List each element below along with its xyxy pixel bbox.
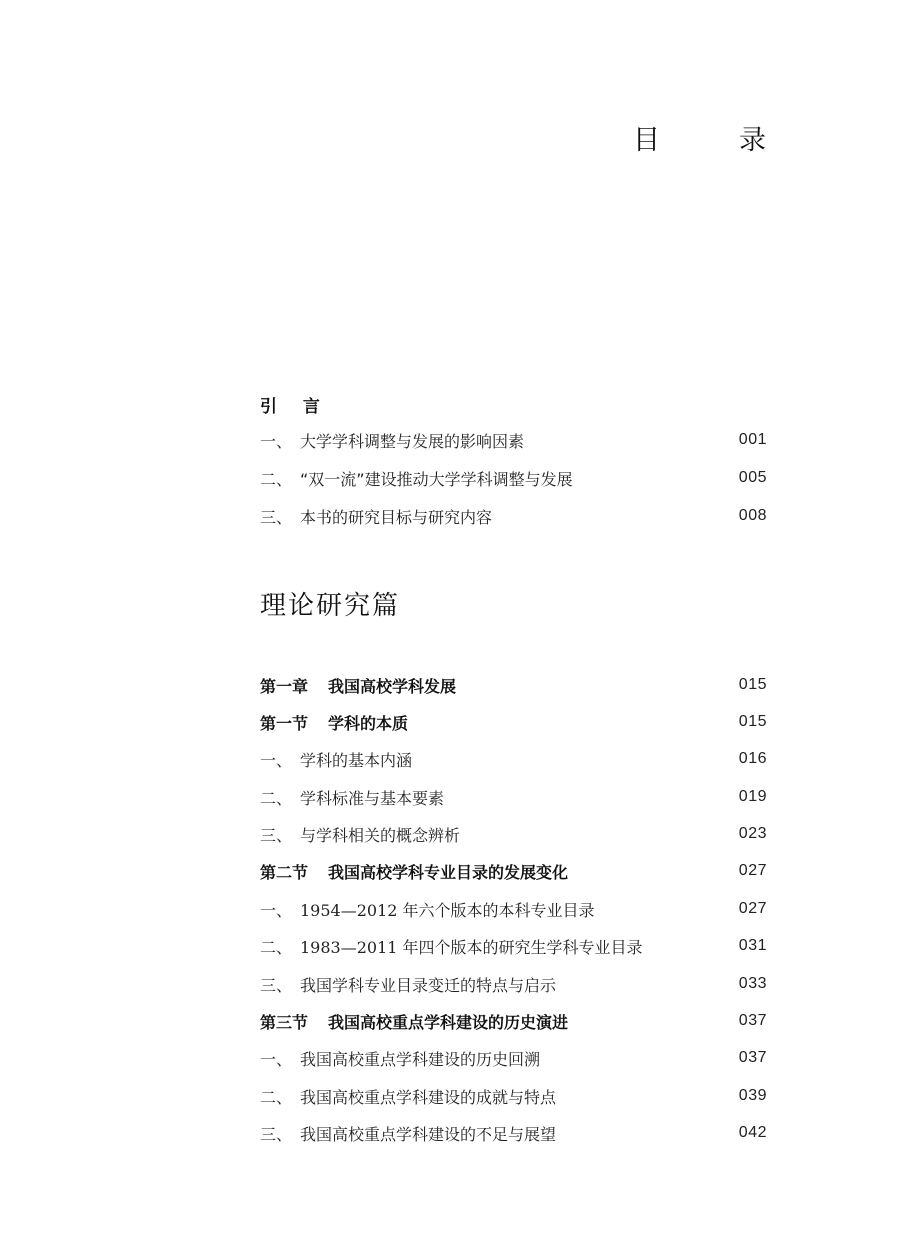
entry-prefix: 一、	[260, 900, 293, 920]
page-number: 039	[738, 1087, 767, 1104]
toc-chapter-entry[interactable]	[260, 673, 767, 697]
toc-entry[interactable]	[260, 897, 767, 921]
intro-heading: 引 言	[260, 397, 330, 417]
page-number: 031	[738, 937, 767, 954]
page-number: 027	[738, 862, 767, 879]
entry-prefix: 二、	[260, 469, 293, 489]
entry-title: 学科的基本内涵	[300, 750, 413, 770]
entry-title: 本书的研究目标与研究内容	[300, 507, 493, 527]
page-number: 015	[738, 713, 767, 730]
page-number: 008	[738, 507, 767, 524]
entry-prefix: 二、	[260, 788, 293, 808]
toc-entry[interactable]	[260, 785, 767, 809]
entry-title: “双一流”建设推动大学学科调整与发展	[300, 469, 573, 489]
page-number: 037	[738, 1049, 767, 1066]
page-number: 001	[738, 431, 767, 448]
toc-entry[interactable]	[260, 1046, 767, 1070]
page-number: 016	[738, 750, 767, 767]
page-title: 目 录	[633, 125, 792, 156]
section-title: 我国高校重点学科建设的历史演进	[328, 1012, 569, 1032]
entry-title: 学科标准与基本要素	[300, 788, 445, 808]
entry-prefix: 三、	[260, 825, 293, 845]
toc-entry[interactable]	[260, 822, 767, 846]
section-prefix: 第一节	[260, 713, 309, 733]
page-number: 027	[738, 900, 767, 917]
toc-entry[interactable]	[260, 428, 767, 452]
entry-prefix: 一、	[260, 1049, 293, 1069]
toc-section-entry[interactable]	[260, 710, 767, 734]
part-heading: 理论研究篇	[260, 591, 401, 621]
toc-entry[interactable]	[260, 466, 767, 490]
page-number: 023	[738, 825, 767, 842]
page-number: 005	[738, 469, 767, 486]
entry-title: 我国高校重点学科建设的成就与特点	[300, 1087, 557, 1107]
entry-title: 1954—2012 年六个版本的本科专业目录	[300, 900, 595, 920]
entry-prefix: 三、	[260, 975, 293, 995]
toc-entry[interactable]	[260, 1121, 767, 1145]
entry-title: 我国学科专业目录变迁的特点与启示	[300, 975, 557, 995]
entry-title: 我国高校重点学科建设的不足与展望	[300, 1124, 557, 1144]
entry-title: 与学科相关的概念辨析	[300, 825, 461, 845]
entry-prefix: 二、	[260, 937, 293, 957]
entry-prefix: 一、	[260, 750, 293, 770]
entry-prefix: 三、	[260, 1124, 293, 1144]
toc-entry[interactable]	[260, 1084, 767, 1108]
section-title: 我国高校学科专业目录的发展变化	[328, 862, 569, 882]
toc-entry[interactable]	[260, 972, 767, 996]
entry-title: 大学学科调整与发展的影响因素	[300, 431, 525, 451]
section-prefix: 第二节	[260, 862, 309, 882]
toc-section-entry[interactable]	[260, 1009, 767, 1033]
entry-title: 我国高校重点学科建设的历史回溯	[300, 1049, 541, 1069]
toc-entry[interactable]	[260, 747, 767, 771]
page-number: 037	[738, 1012, 767, 1029]
chapter-prefix: 第一章	[260, 676, 309, 696]
toc-entry[interactable]	[260, 934, 767, 958]
entry-prefix: 二、	[260, 1087, 293, 1107]
entry-prefix: 一、	[260, 431, 293, 451]
entry-title: 1983—2011 年四个版本的研究生学科专业目录	[300, 937, 643, 957]
page-number: 042	[738, 1124, 767, 1141]
entry-prefix: 三、	[260, 507, 293, 527]
toc-section-entry[interactable]	[260, 859, 767, 883]
section-prefix: 第三节	[260, 1012, 309, 1032]
section-title: 学科的本质	[328, 713, 409, 733]
chapter-title: 我国高校学科发展	[328, 676, 457, 696]
page-number: 033	[738, 975, 767, 992]
page-number: 015	[738, 676, 767, 693]
page-number: 019	[738, 788, 767, 805]
toc-entry[interactable]	[260, 504, 767, 528]
